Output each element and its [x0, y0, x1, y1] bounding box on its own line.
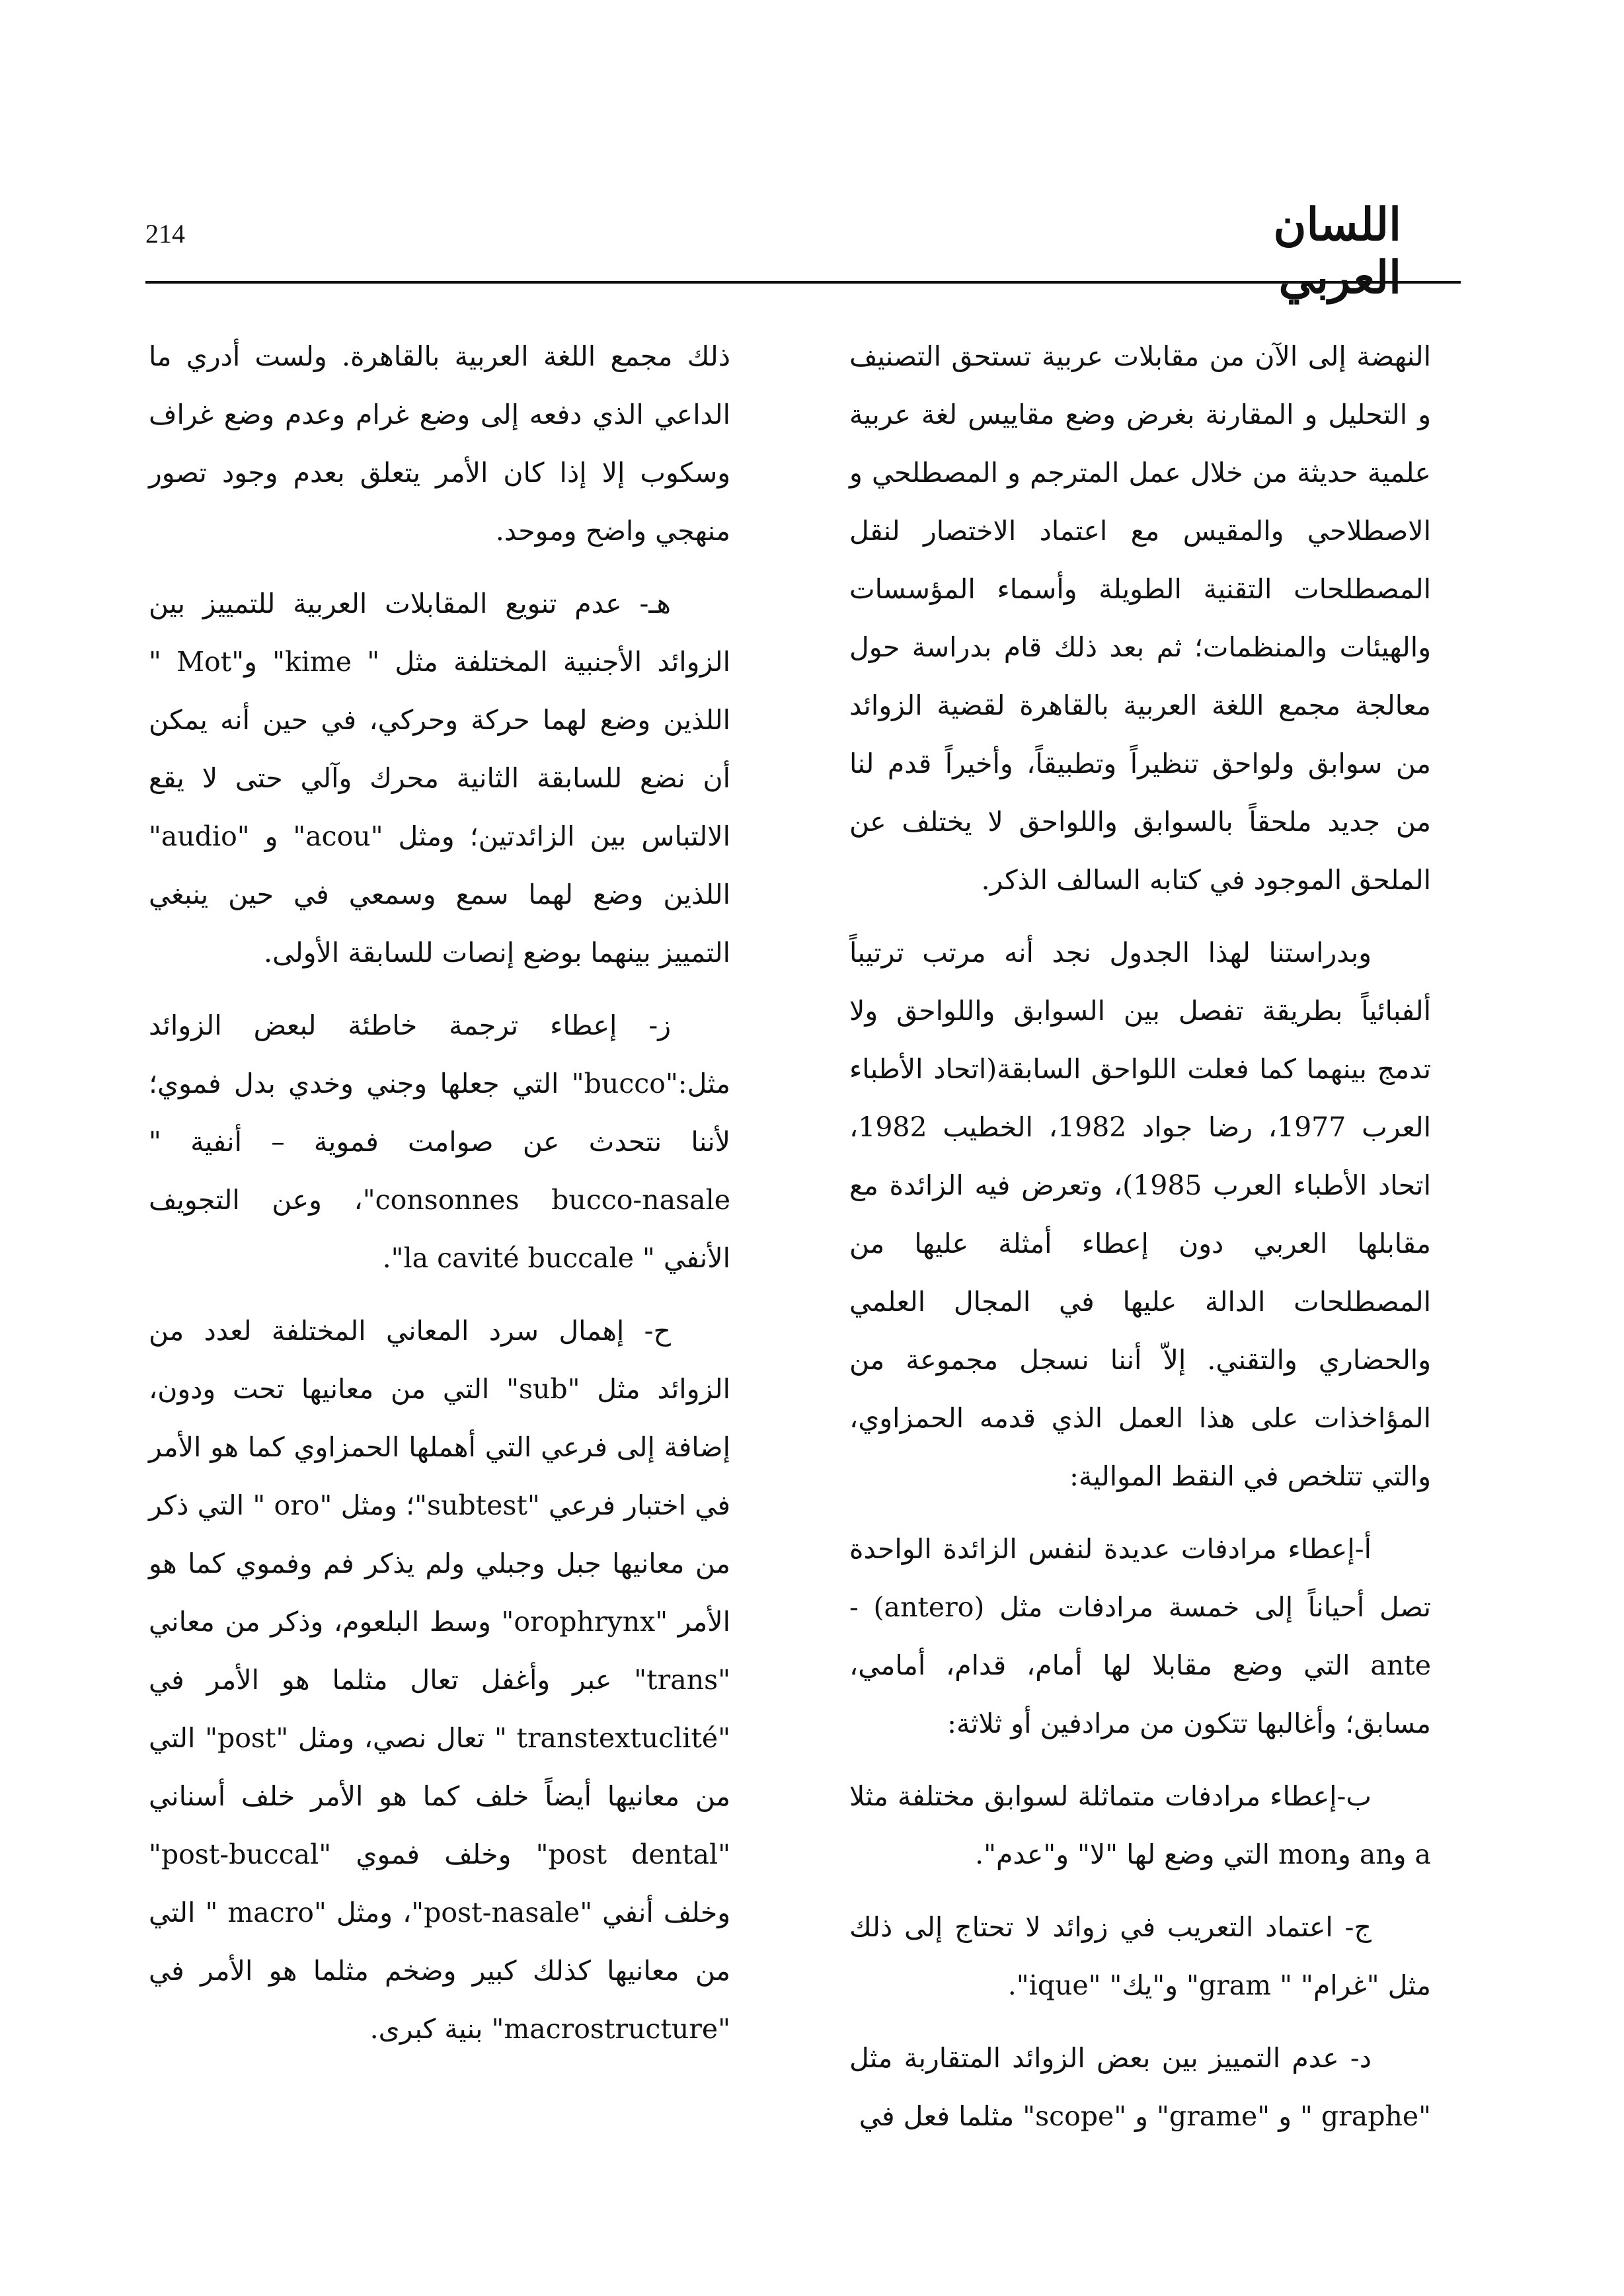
paragraph: النهضة إلى الآن من مقابلات عربية تستحق التصنيف و التحليل و المقارنة بغرض وضع مقاييس لغة عربية علمية حديثة من خلال عمل المترجم و المصطلحي و الاصطلاحي والمقيس مع اعتماد الاختصار لنقل المصطلحات التقنية الطويلة وأسماء المؤسسات والهيئات والمنظمات؛ ثم بعد ذلك قام بدراسة حول معالجة مجمع اللغة العربية بالقاهرة لقضية الزوائد من سوابق ولواحق تنظيراً وتطبيقاً، وأخيراً قدم لنا من جديد ملحقاً بالسوابق واللواحق لا يختلف عن الملحق الموجود في كتابه السالف الذكر. [849, 340, 1431, 896]
right-column [849, 327, 1431, 2160]
list-item: هـ- عدم تنويع المقابلات العربية للتمييز بين الزوائد الأجنبية المختلفة مثل " kime" و"Mot " اللذين وضع لهما حركة وحركي، في حين أنه يمكن أن نضع للسابقة الثانية محرك وآلي حتى لا يقع الالتباس بين الزائدتين؛ ومثل "acou" و "audio" اللذين وضع لهما سمع وسمعي في حين ينبغي التمييز بينهما بوضع إنصات للسابقة الأولى. [149, 588, 730, 969]
list-item: ب-إعطاء مرادفات متماثلة لسوابق مختلفة مثلا a وan وmon التي وضع لها "لا" و"عدم". [849, 1780, 1431, 1870]
list-item: ز- إعطاء ترجمة خاطئة لبعض الزوائد مثل:"bucco" التي جعلها وجني وخدي بدل فموي؛ لأننا نتحدث عن صوامت فموية – أنفية " consonnes bucco-nasale"، وعن التجويف الأنفي " la cavité buccale". [149, 1009, 730, 1274]
page-number: 214 [145, 219, 185, 249]
paragraph: ذلك مجمع اللغة العربية بالقاهرة. ولست أدري ما الداعي الذي دفعه إلى وضع غرام وعدم وضع غراف وسكوب إلا إذا كان الأمر يتعلق بعدم وجود تصور منهجي واضح وموحد. [149, 340, 730, 547]
list-item: ح- إهمال سرد المعاني المختلفة لعدد من الزوائد مثل "sub" التي من معانيها تحت ودون، إضافة إلى فرعي التي أهملها الحمزاوي كما هو الأمر في اختبار فرعي "subtest"؛ ومثل "oro " التي ذكر من معانيها جبل وجبلي ولم يذكر فم وفموي كما هو الأمر "orophrynx" وسط البلعوم، وذكر من معاني "trans" عبر وأغفل تعال مثلما هو الأمر في "transtextuclité " تعال نصي، ومثل "post" التي من معانيها أيضاً خلف كما هو الأمر خلف أسناني "post dental" وخلف فموي "post-buccal" وخلف أنفي "post-nasale"، ومثل "macro " التي من معانيها كذلك كبير وضخم مثلما هو الأمر في "macrostructure" بنية كبرى. [149, 1315, 731, 2045]
paragraph: وبدراستنا لهذا الجدول نجد أنه مرتب ترتيباً ألفبائياً بطريقة تفصل بين السوابق واللواحق ولا تدمج بينهما كما فعلت اللواحق السابقة(اتحاد الأطباء العرب 1977، رضا جواد 1982، الخطيب 1982، اتحاد الأطباء العرب 1985)، وتعرض فيه الزائدة مع مقابلها العربي دون إعطاء أمثلة عليها من المصطلحات الدالة عليها في المجال العلمي والحضاري والتقني. إلاّ أننا نسجل مجموعة من المؤاخذات على هذا العمل الذي قدمه الحمزاوي، والتي تتلخص في النقط الموالية: [849, 937, 1431, 1492]
list-item: د- عدم التمييز بين بعض الزوائد المتقاربة مثل "graphe " و "grame" و "scope" مثلما فعل في [849, 2042, 1431, 2132]
list-item: أ-إعطاء مرادفات عديدة لنفس الزائدة الواحدة تصل أحياناً إلى خمسة مرادفات مثل (antero) -ante التي وضع مقابلا لها أمام، قدام، أمامي، مسابق؛ وأغالبها تتكون من مرادفين أو ثلاثة: [849, 1533, 1431, 1739]
list-item: ج- اعتماد التعريب في زوائد لا تحتاج إلى ذلك مثل "غرام" " gram" و"يك" "ique". [849, 1911, 1431, 2001]
left-column [149, 327, 730, 2073]
journal-logo: اللسان العربي [1273, 198, 1401, 304]
header-divider [145, 281, 1461, 284]
